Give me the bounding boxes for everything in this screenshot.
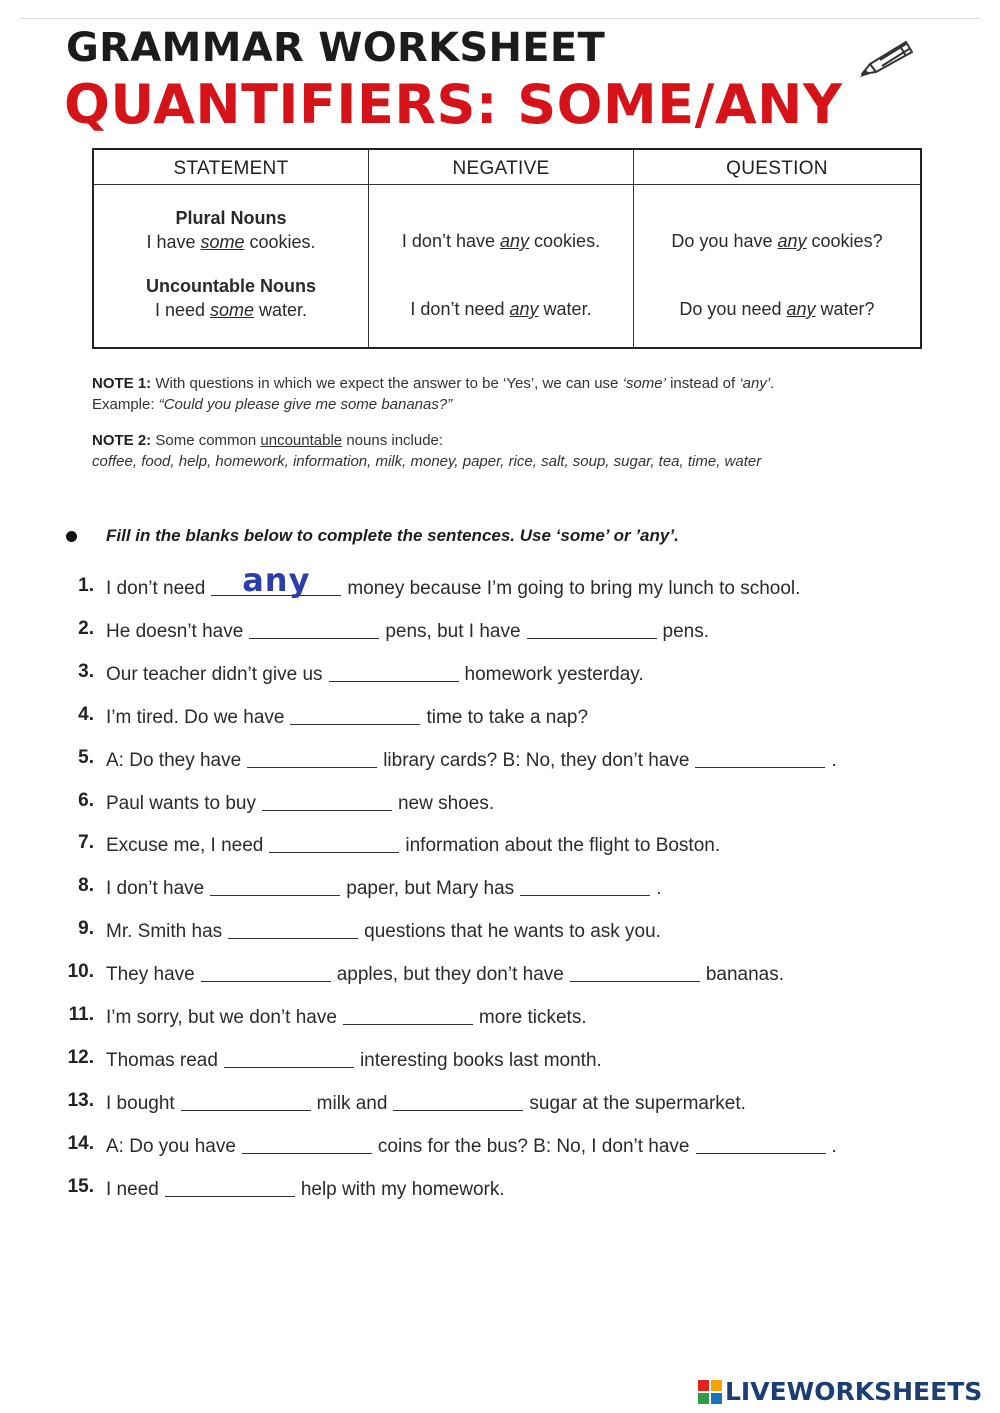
answer-blank[interactable] [210, 875, 340, 896]
keyword-any: any [786, 299, 816, 319]
answer-blank[interactable] [290, 704, 420, 725]
liveworksheets-logo[interactable] [698, 1378, 982, 1406]
keyword-some: some [200, 232, 245, 252]
answer-blank[interactable] [393, 1090, 523, 1111]
plural-nouns-label: Plural Nouns [175, 208, 287, 228]
pencil-icon [856, 34, 916, 80]
keyword-any: any [777, 231, 807, 251]
uncountable-question-cell: Do you need any water? [679, 299, 875, 319]
answer-blank[interactable] [228, 918, 358, 939]
keyword-any: any [500, 231, 530, 251]
answer-blank[interactable] [570, 961, 700, 982]
note-1: NOTE 1: With questions in which we expect the answer to be ‘Yes’, we can use ‘some’ instead of ‘any’. Example: “Could you please give me some bananas?” [92, 375, 775, 413]
answer-blank[interactable] [165, 1176, 295, 1197]
answer-blank[interactable] [695, 747, 825, 768]
answer-blank[interactable] [329, 661, 459, 682]
worksheet-subtitle: QUANTIFIERS: SOME/ANY [64, 73, 843, 136]
note-1-example: “Could you please give me some bananas?” [158, 396, 453, 413]
bullet-icon [66, 531, 77, 542]
handwritten-answer: any [242, 561, 311, 599]
answer-blank[interactable] [269, 832, 399, 853]
answer-blank[interactable] [224, 1047, 354, 1068]
grammar-table [92, 148, 922, 349]
worksheet-title: GRAMMAR WORKSHEET [66, 25, 606, 71]
negative-column [368, 150, 633, 347]
answer-blank[interactable] [262, 790, 392, 811]
uncountable-nouns-list: coffee, food, help, homework, information, milk, money, paper, rice, salt, soup, sugar, tea, time, water [92, 453, 762, 470]
answer-blank[interactable] [201, 961, 331, 982]
keyword-some: some [210, 300, 255, 320]
answer-blank[interactable] [696, 1133, 826, 1154]
keyword-any: any [509, 299, 539, 319]
question-column [633, 150, 920, 347]
negative-header: NEGATIVE [369, 150, 633, 185]
answer-blank[interactable] [249, 618, 379, 639]
statement-column [94, 150, 368, 347]
top-rule [20, 18, 980, 19]
liveworksheets-logo-icon [698, 1380, 722, 1404]
answer-blank[interactable] [181, 1090, 311, 1111]
uncountable-negative-cell: I don’t need any water. [410, 299, 592, 319]
answer-blank[interactable] [343, 1004, 473, 1025]
plural-question-cell: Do you have any cookies? [671, 231, 883, 251]
answer-blank[interactable] [520, 875, 650, 896]
note-2: NOTE 2: Some common uncountable nouns include: coffee, food, help, homework, information, milk, money, paper, rice, salt, soup, sugar, tea, time, water [92, 432, 762, 470]
answer-blank[interactable] [211, 561, 341, 599]
logo-text: LIVEWORKSHEETS [725, 1377, 983, 1406]
uncountable-nouns-label: Uncountable Nouns [146, 276, 316, 296]
plural-negative-cell: I don’t have any cookies. [401, 231, 601, 251]
instruction-text: Fill in the blanks below to complete the sentences. Use ‘some’ or ’any’. [106, 526, 679, 545]
uncountable-statement-cell: Uncountable Nouns I need some water. [94, 276, 368, 321]
statement-header: STATEMENT [94, 150, 368, 185]
answer-blank[interactable] [242, 1133, 372, 1154]
answer-blank[interactable] [247, 747, 377, 768]
plural-statement-cell: Plural Nouns I have some cookies. [94, 208, 368, 253]
answer-blank[interactable] [527, 618, 657, 639]
question-header: QUESTION [634, 150, 920, 185]
